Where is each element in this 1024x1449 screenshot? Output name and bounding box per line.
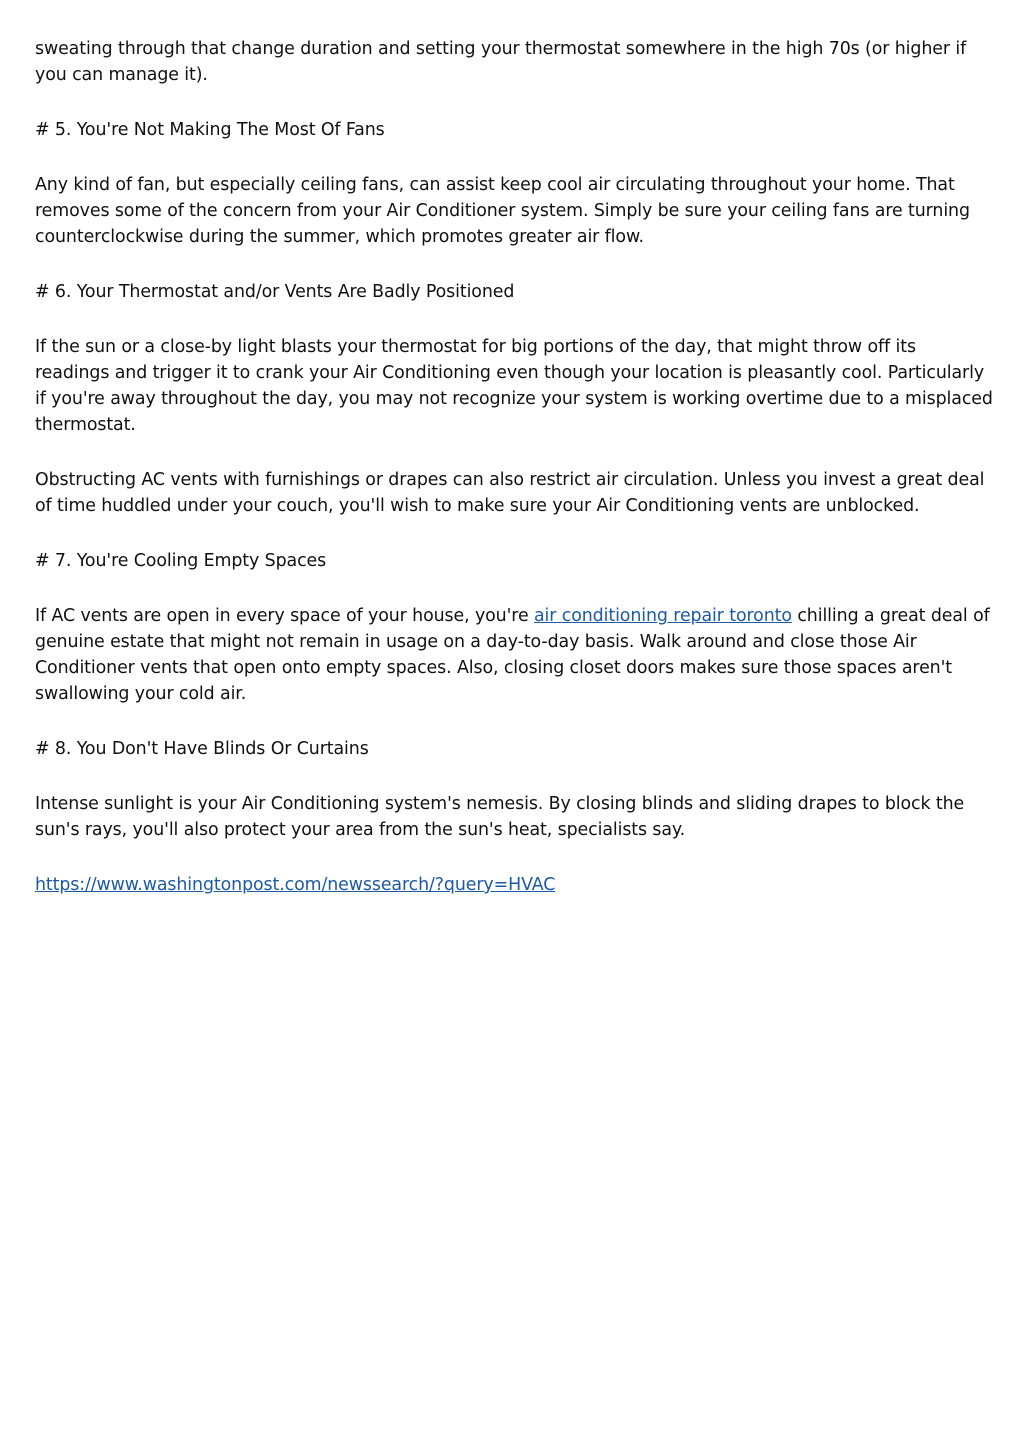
paragraph-fans: Any kind of fan, but especially ceiling fans, can assist keep cool air circulating throughout your home. That removes some of the concern from your Air Conditioner system. Simply be sure your ceiling fans are turning counterclockwise during the summer, which promotes greater air flow. [35, 175, 970, 247]
paragraph-thermostat-position: If the sun or a close-by light blasts your thermostat for big portions of the day, that might throw off its readings and trigger it to crank your Air Conditioning even though your location is pleasantly cool. Particularly if you're away throughout the day, you may not recognize your system is working overtime due to a misplaced thermostat. [35, 337, 993, 435]
heading-5-fans: # 5. You're Not Making The Most Of Fans [35, 120, 385, 140]
heading-7-empty-spaces: # 7. You're Cooling Empty Spaces [35, 551, 327, 571]
heading-8-blinds-curtains: # 8. You Don't Have Blinds Or Curtains [35, 739, 369, 759]
document-body [35, 36, 995, 927]
paragraph-empty-spaces-lead: If AC vents are open in every space of your house, you're [35, 606, 534, 626]
source-link-paragraph [35, 872, 995, 898]
paragraph-sunlight: Intense sunlight is your Air Conditioning system's nemesis. By closing blinds and sliding drapes to block the sun's rays, you'll also protect your area from the sun's heat, specialists say. [35, 794, 965, 840]
ac-repair-link[interactable]: air conditioning repair toronto [533, 606, 792, 626]
washington-post-link[interactable]: https://www.washingtonpost.com/newssearch/?query=HVAC [35, 875, 556, 895]
paragraph-thermostat-continued: sweating through that change duration and setting your thermostat somewhere in the high 70s (or higher if you can manage it). [35, 39, 967, 85]
paragraph-obstructed-vents: Obstructing AC vents with furnishings or drapes can also restrict air circulation. Unless you invest a great deal of time huddled under your couch, you'll wish to make sure your Air Conditioning vents are unblocked. [35, 470, 985, 516]
paragraph-empty-spaces-rest: chilling a great deal of genuine estate that might not remain in usage on a day-to-day basis. Walk around and close those Air Conditioner vents that open onto empty spaces. Also, closing closet doors makes sure those spaces aren't swallowing your cold air. [35, 606, 990, 704]
heading-6-thermostat-vents: # 6. Your Thermostat and/or Vents Are Badly Positioned [35, 282, 515, 302]
paragraph-empty-spaces [35, 603, 995, 707]
